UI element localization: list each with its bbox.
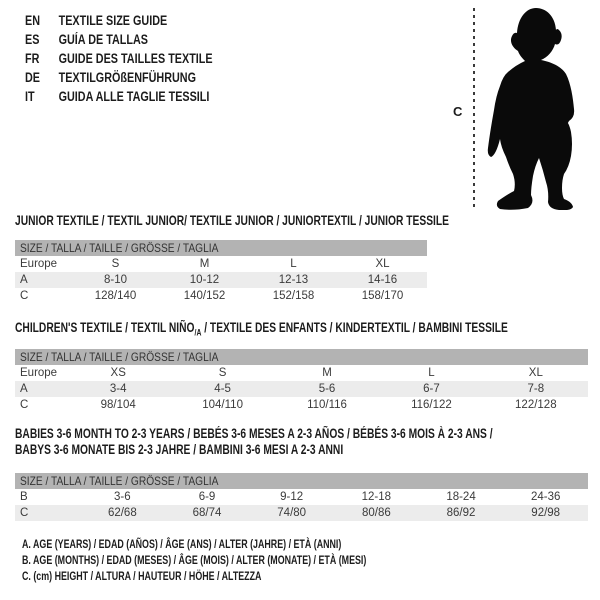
table-row xyxy=(15,365,588,381)
language-row xyxy=(25,49,213,68)
size-value: XL xyxy=(375,258,390,270)
size-value: 116/122 xyxy=(411,399,452,411)
size-value: 12-18 xyxy=(361,491,392,503)
table-title-part: / TEXTILE DES ENFANTS / KINDERTEXTIL / BAMBINI TESSILE xyxy=(201,320,508,335)
size-value: S xyxy=(111,258,120,270)
footnote-line: A. AGE (YEARS) / EDAD (AÑOS) / ÂGE (ANS) / ALTER (JAHRE) / ETÀ (ANNI) xyxy=(22,537,342,551)
size-value: 152/158 xyxy=(272,290,315,302)
size-table-section-2 xyxy=(15,426,588,536)
row-label: Europe xyxy=(20,258,58,270)
size-value: S xyxy=(218,367,227,379)
size-table-section-1 xyxy=(15,320,588,430)
table-title xyxy=(15,320,508,341)
language-guide-title: GUIDE DES TAILLES TEXTILE xyxy=(58,51,213,66)
size-value: 128/140 xyxy=(94,290,137,302)
size-value: 24-36 xyxy=(530,491,561,503)
size-value: 4-5 xyxy=(214,383,231,395)
size-header-label: SIZE / TALLA / TAILLE / GRÖSSE / TAGLIA xyxy=(20,350,219,364)
size-value: L xyxy=(428,367,435,379)
table-title-part: /A xyxy=(194,327,202,338)
footnote-line: C. (cm) HEIGHT / ALTURA / HAUTEUR / HÖHE / ALTEZZA xyxy=(22,569,262,583)
size-value: 110/116 xyxy=(307,399,347,411)
table-row xyxy=(15,288,427,304)
table-row xyxy=(15,272,427,288)
language-list xyxy=(25,11,260,106)
size-header-bar xyxy=(15,473,588,489)
size-value: 140/152 xyxy=(183,290,226,302)
size-header-label: SIZE / TALLA / TAILLE / GRÖSSE / TAGLIA xyxy=(20,241,219,255)
language-guide-title: TEXTILGRÖßENFÜHRUNG xyxy=(58,70,196,85)
language-row xyxy=(25,11,213,30)
size-header-bar xyxy=(15,240,427,256)
table-row xyxy=(15,489,588,505)
size-table-section-0 xyxy=(15,213,450,323)
size-value: 7-8 xyxy=(527,383,545,395)
size-value: 3-4 xyxy=(109,383,127,395)
language-guide-title: GUIDA ALLE TAGLIE TESSILI xyxy=(58,89,210,104)
size-value: 18-24 xyxy=(446,491,476,503)
table-title xyxy=(15,426,493,458)
row-label: B xyxy=(20,491,28,503)
language-code: EN xyxy=(25,13,41,28)
language-row xyxy=(25,87,213,106)
row-label: C xyxy=(20,507,29,519)
size-value: 5-6 xyxy=(318,383,336,395)
footnotes xyxy=(22,536,487,584)
table-title-line: BABIES 3-6 MONTH TO 2-3 YEARS / BEBÉS 3-6 MESES A 2-3 AÑOS / BÉBÉS 3-6 MOIS À 2-3 ANS / xyxy=(15,426,493,441)
table-row xyxy=(15,505,588,521)
language-code: IT xyxy=(25,89,35,104)
size-value: M xyxy=(322,367,332,379)
size-table xyxy=(15,365,588,413)
size-value: 98/104 xyxy=(100,399,136,411)
table-title: JUNIOR TEXTILE / TEXTIL JUNIOR/ TEXTILE JUNIOR / JUNIORTEXTIL / JUNIOR TESSILE xyxy=(15,213,450,228)
language-guide-title: TEXTILE SIZE GUIDE xyxy=(58,13,168,28)
size-table xyxy=(15,256,427,304)
table-title-part: CHILDREN'S TEXTILE / TEXTIL NIÑO xyxy=(15,320,195,335)
size-table xyxy=(15,489,588,521)
size-value: XS xyxy=(110,367,126,379)
size-value: 8-10 xyxy=(103,274,128,286)
language-code: FR xyxy=(25,51,40,66)
size-value: 6-7 xyxy=(423,383,440,395)
size-value: 68/74 xyxy=(192,507,222,519)
footnote-line: B. AGE (MONTHS) / EDAD (MESES) / ÂGE (MOIS) / ALTER (MONATE) / ETÀ (MESI) xyxy=(22,553,367,567)
size-value: 80/86 xyxy=(361,507,391,519)
size-value: M xyxy=(199,258,210,270)
language-code: DE xyxy=(25,70,41,85)
language-row xyxy=(25,68,213,87)
size-value: 104/110 xyxy=(202,399,243,411)
size-value: 3-6 xyxy=(114,491,131,503)
size-value: 10-12 xyxy=(189,274,220,286)
size-value: 158/170 xyxy=(361,290,404,302)
height-measure-label: C xyxy=(453,104,463,119)
table-row xyxy=(15,397,588,413)
row-label: Europe xyxy=(20,367,58,379)
size-header-label: SIZE / TALLA / TAILLE / GRÖSSE / TAGLIA xyxy=(20,474,219,488)
size-value: 12-13 xyxy=(278,274,309,286)
language-guide-title: GUÍA DE TALLAS xyxy=(58,32,148,47)
size-value: 74/80 xyxy=(277,507,307,519)
size-header-bar xyxy=(15,349,588,365)
table-title-line: BABYS 3-6 MONATE BIS 2-3 JAHRE / BAMBINI 3-6 MESI A 2-3 ANNI xyxy=(15,442,344,457)
size-value: 14-16 xyxy=(367,274,398,286)
row-label: C xyxy=(20,399,29,411)
size-value: 92/98 xyxy=(531,507,561,519)
size-value: 6-9 xyxy=(198,491,216,503)
row-label: A xyxy=(20,383,28,395)
language-code: ES xyxy=(25,32,40,47)
size-value: 86/92 xyxy=(446,507,476,519)
size-value: 122/128 xyxy=(515,399,557,411)
language-row xyxy=(25,30,213,49)
toddler-silhouette-icon xyxy=(483,6,593,210)
table-row xyxy=(15,381,588,397)
size-value: XL xyxy=(528,367,543,379)
row-label: A xyxy=(20,274,28,286)
size-value: 62/68 xyxy=(107,507,137,519)
height-dashed-line xyxy=(473,8,475,209)
table-row xyxy=(15,256,427,272)
size-value: L xyxy=(290,258,297,270)
size-value: 9-12 xyxy=(280,491,304,503)
row-label: C xyxy=(20,290,29,302)
